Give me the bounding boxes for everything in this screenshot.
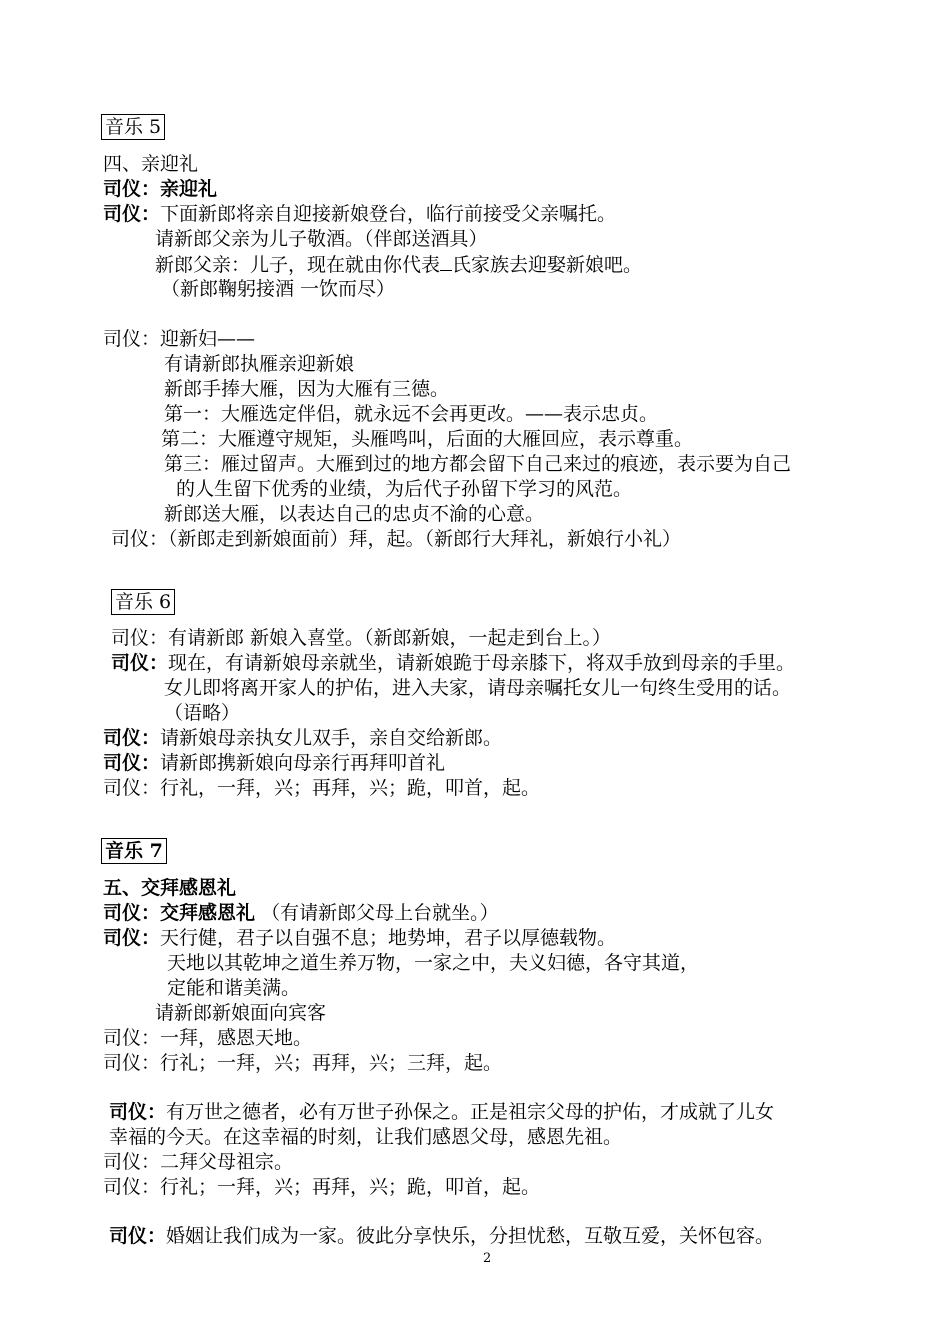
line-text: 有万世之德者，必有万世子孙保之。正是祖宗父母的护佑，才成就了儿女 [166, 1101, 775, 1123]
sec4-line-9: 第一：大雁选定伴侣，就永远不会再更改。——表示忠贞。 [164, 403, 659, 425]
line-text: 亲迎礼 [160, 178, 218, 200]
sec5-line-12 [109, 1224, 774, 1249]
part6-line-7: 司仪：行礼，一拜，兴；再拜，兴；跪，叩首，起。 [103, 777, 541, 799]
part6-line-1: 司仪：有请新郎 新娘入喜堂。（新郎新娘，一起走到台上。） [111, 627, 612, 649]
line-bold-text: 交拜感恩礼 [160, 902, 256, 924]
line-text: 请新娘母亲执女儿双手，亲自交给新郎。 [160, 727, 503, 749]
page-number: 2 [483, 1251, 492, 1266]
speaker-label: 司仪： [109, 1225, 167, 1247]
blank-underline [440, 252, 452, 271]
music-5-box: 音乐 5 [101, 114, 165, 140]
line-text: 下面新郎将亲自迎接新娘登台，临行前接受父亲嘱托。 [160, 203, 617, 225]
sec5-line-10: 司仪：二拜父母祖宗。 [103, 1151, 294, 1173]
line-text: 新郎父亲：儿子，现在就由你代表 [155, 254, 441, 276]
sec4-line-12: 的人生留下优秀的业绩，为后代子孙留下学习的风范。 [176, 478, 633, 500]
sec5-line-3: 天地以其乾坤之道生养万物，一家之中，夫义妇德，各守其道， [167, 952, 700, 974]
part6-line-5 [103, 726, 502, 751]
sec5-line-9: 幸福的今天。在这幸福的时刻，让我们感恩父母，感恩先祖。 [109, 1126, 623, 1148]
part6-line-3: 女儿即将离开家人的护佑，进入夫家，请母亲嘱托女儿一句终生受用的话。 [164, 677, 792, 699]
line-text: 氏家族去迎娶新娘吧。 [452, 254, 643, 276]
sec5-line-8 [109, 1100, 774, 1125]
sec5-line-2 [103, 926, 616, 951]
sec4-line-10: 第二：大雁遵守规矩，头雁鸣叫，后面的大雁回应，表示尊重。 [161, 428, 694, 450]
sec4-line-2 [103, 202, 616, 227]
speaker-label: 司仪： [103, 203, 161, 225]
speaker-label: 司仪： [103, 927, 161, 949]
sec4-line-6: 司仪：迎新妇—— [103, 328, 256, 350]
sec4-line-1 [103, 177, 217, 202]
line-text: 天行健，君子以自强不息；地势坤，君子以厚德载物。 [160, 927, 617, 949]
speaker-label: 司仪： [103, 902, 161, 924]
line-text: 婚姻让我们成为一家。彼此分享快乐，分担忧愁，互敬互爱，关怀包容。 [166, 1225, 775, 1247]
part6-line-6 [103, 751, 445, 776]
sec4-line-5: （新郎鞠躬接酒 一饮而尽） [161, 278, 396, 300]
line-text: （有请新郎父母上台就坐。） [255, 902, 499, 924]
sec4-line-4 [155, 252, 642, 278]
sec4-line-14: 司仪：（新郎走到新娘面前）拜，起。（新郎行大拜礼，新娘行小礼） [111, 528, 682, 550]
speaker-label: 司仪： [109, 1101, 167, 1123]
sec4-line-3: 请新郎父亲为儿子敬酒。（伴郎送酒具） [155, 228, 488, 250]
sec4-line-11: 第三：雁过留声。大雁到过的地方都会留下自己来过的痕迹，表示要为自己 [164, 453, 792, 475]
sec5-line-4: 定能和谐美满。 [167, 977, 301, 999]
speaker-label: 司仪： [103, 178, 161, 200]
music-6-box: 音乐 6 [111, 589, 175, 615]
speaker-label: 司仪： [103, 752, 161, 774]
sec5-line-1 [103, 901, 499, 926]
part6-line-4: （语略） [164, 702, 241, 724]
section-5-heading: 五、交拜感恩礼 [103, 877, 237, 899]
sec5-line-5: 请新郎新娘面向宾客 [155, 1002, 327, 1024]
music-7-box: 音乐 7 [101, 838, 167, 864]
sec4-line-13: 新郎送大雁，以表达自己的忠贞不渝的心意。 [164, 503, 545, 525]
sec5-line-11: 司仪：行礼；一拜，兴；再拜，兴；跪，叩首，起。 [103, 1176, 541, 1198]
sec5-line-7: 司仪：行礼；一拜，兴；再拜，兴；三拜，起。 [103, 1052, 503, 1074]
line-text: 请新郎携新娘向母亲行再拜叩首礼 [160, 752, 446, 774]
speaker-label: 司仪： [111, 652, 169, 674]
speaker-label: 司仪： [103, 727, 161, 749]
sec5-line-6: 司仪：一拜，感恩天地。 [103, 1027, 313, 1049]
part6-line-2 [111, 651, 795, 676]
section-4-heading: 四、亲迎礼 [103, 153, 199, 175]
sec4-line-8: 新郎手捧大雁，因为大雁有三德。 [164, 378, 450, 400]
line-text: 现在，有请新娘母亲就坐，请新娘跪于母亲膝下，将双手放到母亲的手里。 [168, 652, 796, 674]
sec4-line-7: 有请新郎执雁亲迎新娘 [164, 353, 355, 375]
